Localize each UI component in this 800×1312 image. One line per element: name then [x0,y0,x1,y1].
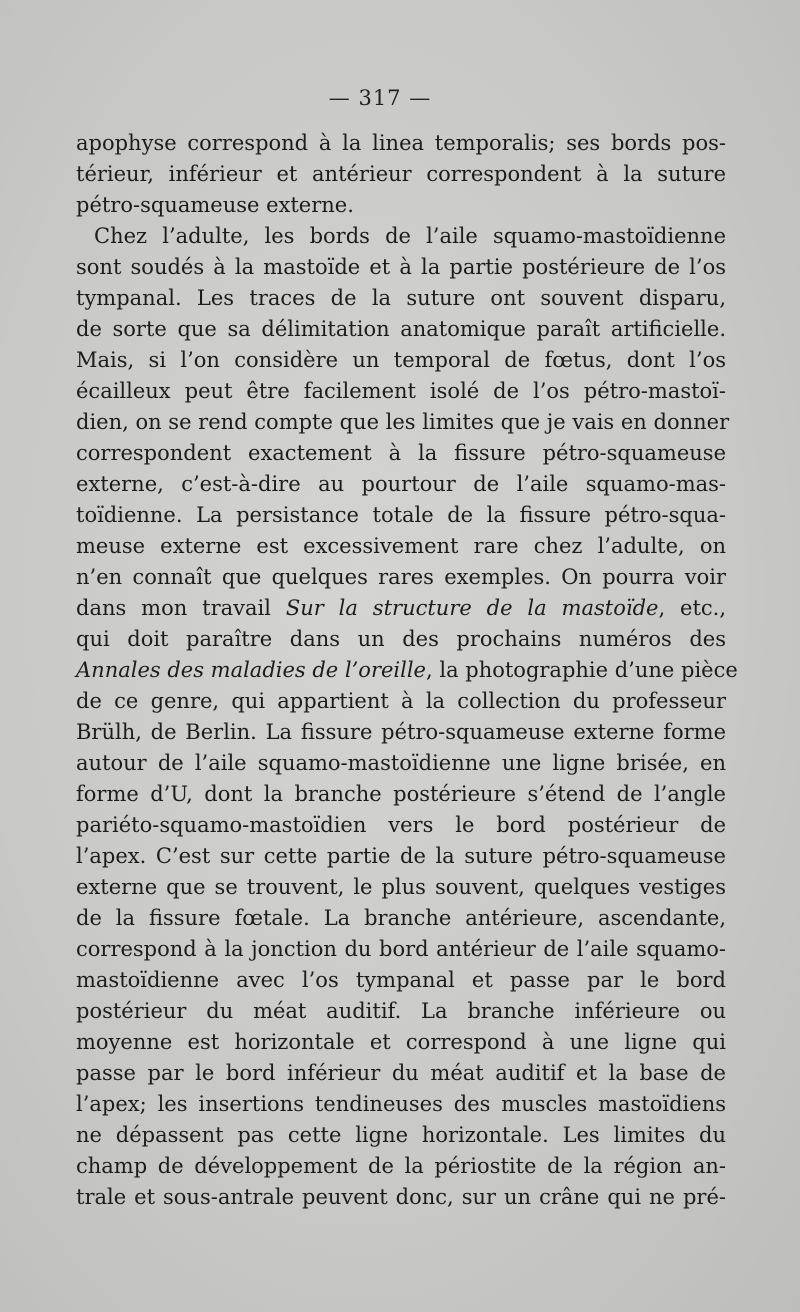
text-line: correspondent exactement à la fissure pétro-squameuse [76,441,726,465]
text-line: champ de développement de la périostite de la région an- [76,1154,726,1178]
text-line: dien, on se rend compte que les limites que je vais en donner [76,410,730,434]
text-line: passe par le bord inférieur du méat auditif et la base de [76,1061,726,1085]
text-line-with-italic [76,655,738,686]
text-line: Chez l’adulte, les bords de l’aile squamo-mastoïdienne [94,224,726,248]
text-line: de la fissure fœtale. La branche antérieure, ascendante, [76,906,726,930]
text-line: pariéto-squamo-mastoïdien vers le bord postérieur de [76,813,726,837]
text-line: trale et sous-antrale peuvent donc, sur un crâne qui ne pré- [76,1185,726,1209]
text-line: mastoïdienne avec l’os tympanal et passe par le bord [76,968,726,992]
text-line: Mais, si l’on considère un temporal de fœtus, dont l’os [76,348,726,372]
text-line: térieur, inférieur et antérieur correspondent à la suture [76,162,726,186]
text-line: meuse externe est excessivement rare chez l’adulte, on [76,534,726,558]
text-line: forme d’U, dont la branche postérieure s’étend de l’angle [76,782,726,806]
text-line: toïdienne. La persistance totale de la fissure pétro-squa- [76,503,726,527]
text-line: de ce genre, qui appartient à la collection du professeur [76,689,726,713]
text-segment: , etc., [658,596,726,620]
text-line: de sorte que sa délimitation anatomique paraît artificielle. [76,317,726,341]
text-line: postérieur du méat auditif. La branche inférieure ou [76,999,726,1023]
text-line: autour de l’aile squamo-mastoïdienne une ligne brisée, en [76,751,726,775]
page-number: — 317 — [328,86,432,110]
text-line: Brülh, de Berlin. La fissure pétro-squameuse externe forme [76,720,726,744]
text-line: qui doit paraître dans un des prochains numéros des [76,627,726,651]
text-line: correspond à la jonction du bord antérieur de l’aile squamo- [76,937,726,961]
italic-title: Annales des maladies de l’oreille [76,658,426,682]
text-line: externe, c’est-à-dire au pourtour de l’aile squamo-mas- [76,472,726,496]
text-segment: dans mon travail [76,596,286,620]
text-segment: , la photographie d’une pièce [426,658,738,682]
text-line: ne dépassent pas cette ligne horizontale. Les limites du [76,1123,726,1147]
text-line: l’apex; les insertions tendineuses des muscles mastoïdiens [76,1092,726,1116]
text-line: moyenne est horizontale et correspond à une ligne qui [76,1030,726,1054]
text-line: pétro-squameuse externe. [76,193,354,217]
body-text [76,128,738,1213]
text-line-with-italic [76,593,726,624]
text-line: l’apex. C’est sur cette partie de la suture pétro-squameuse [76,844,726,868]
text-line: n’en connaît que quelques rares exemples. On pourra voir [76,565,726,589]
text-line: écailleux peut être facilement isolé de l’os pétro-mastoï- [76,379,726,403]
text-line: tympanal. Les traces de la suture ont souvent disparu, [76,286,726,310]
text-line: externe que se trouvent, le plus souvent, quelques vestiges [76,875,726,899]
text-line: apophyse correspond à la linea temporalis; ses bords pos- [76,131,726,155]
italic-title: Sur la structure de la mastoïde [285,596,659,620]
text-line: sont soudés à la mastoïde et à la partie postérieure de l’os [76,255,726,279]
